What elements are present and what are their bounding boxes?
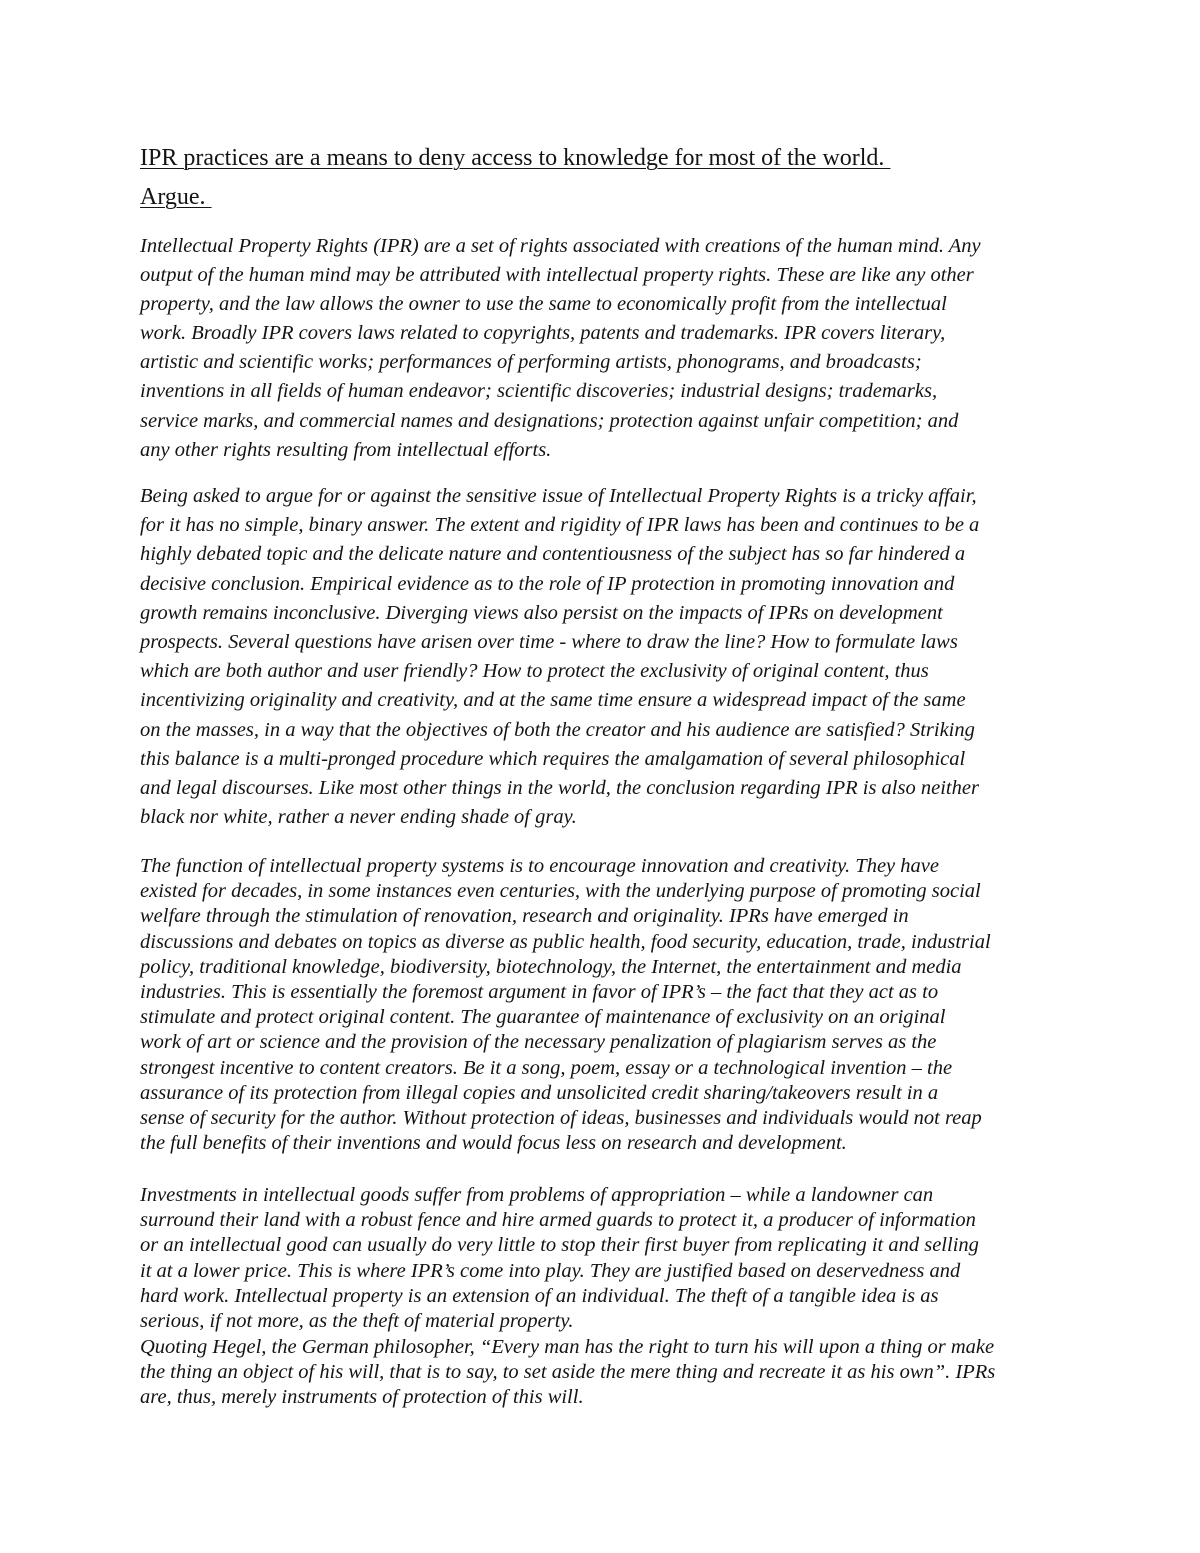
paragraph-line: surround their land with a robust fence and hire armed guards to protect it, a producer of information [140, 1209, 976, 1232]
paragraph-line: The function of intellectual property systems is to encourage innovation and creativity. They have [140, 855, 939, 877]
paragraph-line: black nor white, rather a never ending shade of gray. [140, 806, 577, 829]
paragraph-line: Being asked to argue for or against the sensitive issue of Intellectual Property Rights is a tricky affair, [140, 485, 977, 507]
paragraph-line: work. Broadly IPR covers laws related to copyrights, patents and trademarks. IPR covers literary, [140, 322, 946, 345]
paragraph-line: work of art or science and the provision of the necessary penalization of plagiarism serves as the [140, 1031, 937, 1054]
title-line [140, 178, 890, 217]
paragraph-line: existed for decades, in some instances even centuries, with the underlying purpose of promoting social [140, 880, 981, 903]
paragraph-line: the full benefits of their inventions and would focus less on research and development. [140, 1132, 847, 1155]
paragraph-line: any other rights resulting from intellectual efforts. [140, 438, 552, 461]
paragraph-line: this balance is a multi-pronged procedure which requires the amalgamation of several philosophical [140, 747, 966, 770]
paragraph-line: highly debated topic and the delicate nature and contentiousness of the subject has so far hindered a [140, 543, 966, 566]
paragraph-intro [140, 232, 981, 465]
paragraph-line: hard work. Intellectual property is an extension of an individual. The theft of a tangible idea is as [140, 1284, 939, 1307]
paragraph-ipr-function [140, 854, 991, 1156]
paragraph-line: strongest incentive to content creators. Be it a song, poem, essay or a technological invention – the [140, 1056, 953, 1079]
paragraph-line: for it has no simple, binary answer. The extent and rigidity of IPR laws has been and continues to be a [140, 514, 980, 537]
paragraph-line: discussions and debates on topics as diverse as public health, food security, education, trade, industrial [140, 930, 991, 953]
paragraph-line: output of the human mind may be attributed with intellectual property rights. These are like any other [140, 264, 974, 287]
paragraph-line: Quoting Hegel, the German philosopher, “Every man has the right to turn his will upon a thing or make [140, 1336, 995, 1358]
paragraph-line: Investments in intellectual goods suffer from problems of appropriation – while a landowner can [140, 1184, 934, 1206]
paragraph-line: sense of security for the author. Without protection of ideas, businesses and individuals would not reap [140, 1107, 982, 1130]
paragraph-line: inventions in all fields of human endeavor; scientific discoveries; industrial designs; trademarks, [140, 380, 938, 403]
paragraph-line: incentivizing originality and creativity, and at the same time ensure a widespread impact of the same [140, 689, 966, 712]
paragraph-appropriation [140, 1183, 979, 1334]
paragraph-line: and legal discourses. Like most other things in the world, the conclusion regarding IPR is also neither [140, 777, 979, 800]
paragraph-line: artistic and scientific works; performances of performing artists, phonograms, and broadcasts; [140, 351, 922, 374]
paragraph-hegel-quote [140, 1335, 995, 1411]
paragraph-line: service marks, and commercial names and designations; protection against unfair competition; and [140, 409, 959, 432]
paragraph-line: Intellectual Property Rights (IPR) are a set of rights associated with creations of the human mind. Any [140, 235, 981, 257]
title-line [140, 139, 890, 178]
paragraph-line: property, and the law allows the owner to use the same to economically profit from the intellectual [140, 293, 947, 316]
paragraph-line: policy, traditional knowledge, biodiversity, biotechnology, the Internet, the entertainment and media [140, 955, 962, 978]
paragraph-line: assurance of its protection from illegal copies and unsolicited credit sharing/takeovers result in a [140, 1081, 939, 1104]
paragraph-line: stimulate and protect original content. The guarantee of maintenance of exclusivity on an original [140, 1006, 946, 1029]
paragraph-line: or an intellectual good can usually do very little to stop their first buyer from replicating it and selling [140, 1234, 979, 1257]
paragraph-line: serious, if not more, as the theft of material property. [140, 1310, 574, 1333]
title-line-text: IPR practices are a means to deny access to knowledge for most of the world. [140, 145, 885, 171]
paragraph-line: are, thus, merely instruments of protection of this will. [140, 1386, 584, 1409]
paragraph-line: which are both author and user friendly? How to protect the exclusivity of original content, thus [140, 660, 929, 683]
paragraph-line: industries. This is essentially the foremost argument in favor of IPR’s – the fact that they act as to [140, 981, 939, 1004]
paragraph-line: on the masses, in a way that the objectives of both the creator and his audience are satisfied? Striking [140, 718, 975, 741]
paragraph-line: welfare through the stimulation of renovation, research and originality. IPRs have emerged in [140, 905, 909, 928]
paragraph-line: it at a lower price. This is where IPR’s come into play. They are justified based on deservedness and [140, 1259, 961, 1282]
document-title [140, 139, 890, 217]
paragraph-line: prospects. Several questions have arisen over time - where to draw the line? How to formulate laws [140, 631, 958, 654]
paragraph-line: decisive conclusion. Empirical evidence as to the role of IP protection in promoting innovation and [140, 572, 955, 595]
paragraph-line: the thing an object of his will, that is to say, to set aside the mere thing and recreate it as his own”. IPRs [140, 1361, 996, 1384]
paragraph-argument-complexity [140, 482, 979, 832]
title-line-text: Argue. [140, 184, 206, 210]
paragraph-line: growth remains inconclusive. Diverging views also persist on the impacts of IPRs on development [140, 601, 943, 624]
